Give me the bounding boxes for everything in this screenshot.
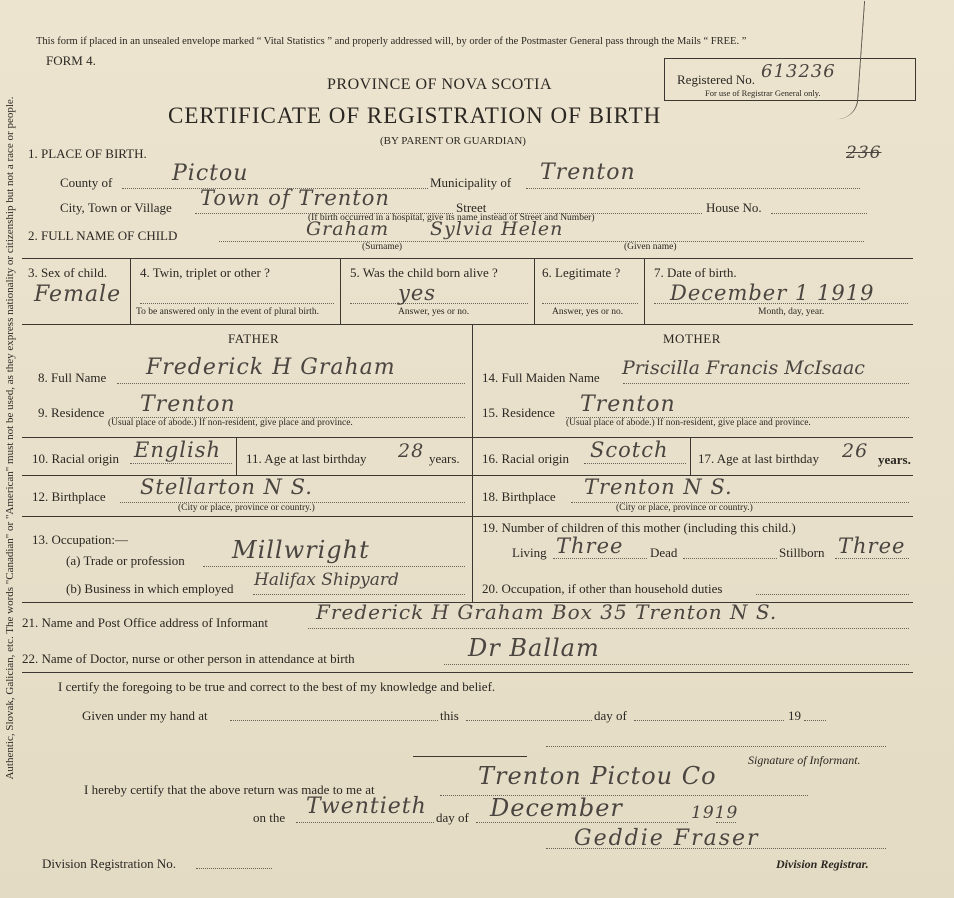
mother-residence-label: 15. Residence [482, 405, 555, 420]
informant-value: Frederick H Graham Box 35 Trenton N S. [316, 600, 778, 624]
mother-name: Priscilla Francis McIsaac [622, 357, 865, 379]
mother-residence: Trenton [580, 392, 676, 417]
stillborn-label: Stillborn [779, 545, 825, 560]
child-surname: Graham [306, 218, 390, 240]
county-label: County of [60, 175, 113, 190]
mother-heading: MOTHER [663, 331, 721, 346]
on-the-label: on the [253, 810, 286, 825]
given-under-label: Given under my hand at [82, 708, 208, 723]
legitimate-note: Answer, yes or no. [552, 307, 624, 317]
father-years: years. [429, 451, 460, 466]
mother-race-label: 16. Racial origin [482, 451, 570, 466]
registrar-statement: I hereby certify that the above return was made to me at [84, 782, 375, 797]
father-age-label: 11. Age at last birthday [246, 451, 367, 466]
living-value: Three [556, 534, 624, 558]
father-birthplace-label: 12. Birthplace [32, 489, 106, 504]
street-label: Street [456, 200, 487, 215]
municipality-label: Municipality of [430, 175, 512, 190]
municipality-value: Trenton [540, 160, 636, 185]
father-birthplace-note: (City or place, province or country.) [178, 503, 315, 513]
day-of-label-2: day of [436, 810, 469, 825]
sex-value: Female [34, 282, 122, 307]
surname-note: (Surname) [362, 242, 403, 252]
born-alive-value: yes [398, 281, 437, 305]
page-subtitle: (BY PARENT OR GUARDIAN) [380, 135, 526, 147]
father-birthplace: Stellarton N S. [140, 475, 313, 499]
doctor-value: Dr Ballam [468, 634, 600, 662]
dob-note: Month, day, year. [758, 307, 825, 317]
day-of-label: day of [594, 708, 627, 723]
registered-label: Registered No. [677, 72, 755, 87]
certify-statement: I certify the foregoing to be true and correct to the best of my knowledge and belief. [58, 679, 496, 694]
father-age: 28 [398, 440, 425, 462]
registrar-note: For use of Registrar General only. [705, 88, 821, 98]
side-margin [0, 0, 20, 898]
dead-label: Dead [650, 545, 678, 560]
mother-birthplace-label: 18. Birthplace [482, 489, 556, 504]
father-residence: Trenton [140, 392, 236, 417]
father-race-label: 10. Racial origin [32, 451, 120, 466]
city-label: City, Town or Village [60, 200, 172, 215]
trade-label: (a) Trade or profession [66, 553, 185, 568]
hospital-note: (If birth occurred in a hospital, give its name instead of Street and Number) [308, 213, 595, 223]
twin-label: 4. Twin, triplet or other ? [140, 265, 270, 280]
place-of-birth-label: 1. PLACE OF BIRTH. [28, 146, 147, 161]
registered-box [664, 58, 916, 101]
division-registrar-label: Division Registrar. [776, 857, 869, 871]
registered-number: 613236 [761, 61, 836, 82]
father-residence-note: (Usual place of abode.) If non-resident, give place and province. [108, 418, 353, 428]
child-given-name: Sylvia Helen [430, 218, 564, 240]
business-label: (b) Business in which employed [66, 581, 234, 596]
given-name-note: (Given name) [624, 242, 677, 252]
father-race: English [134, 438, 222, 462]
twin-note: To be answered only in the event of plural birth. [136, 307, 319, 317]
dob-label: 7. Date of birth. [654, 265, 737, 280]
informant-label: 21. Name and Post Office address of Informant [22, 615, 268, 630]
division-registration-no-label: Division Registration No. [42, 856, 176, 871]
registration-month: December [490, 794, 623, 822]
mother-occupation-label: 20. Occupation, if other than household duties [482, 581, 723, 596]
division-number: 236 [846, 143, 882, 163]
mother-age-label: 17. Age at last birthday [698, 451, 819, 466]
doctor-label: 22. Name of Doctor, nurse or other person in attendance at birth [22, 651, 355, 666]
mother-race: Scotch [590, 438, 669, 462]
mother-residence-note: (Usual place of abode.) If non-resident, give place and province. [566, 418, 811, 428]
registrar-signature: Geddie Fraser [574, 826, 760, 851]
mother-birthplace-note: (City or place, province or country.) [616, 503, 753, 513]
mail-notice: This form if placed in an unsealed envelope marked “ Vital Statistics ” and properly addressed will, by order of the Postmaster General pass through the Mails “ FREE. ” [36, 36, 747, 47]
born-alive-label: 5. Was the child born alive ? [350, 265, 498, 280]
city-value: Town of Trenton [200, 186, 390, 210]
sex-label: 3. Sex of child. [28, 265, 108, 280]
registration-year: 1919 [691, 803, 739, 823]
this-label: this [440, 708, 459, 723]
house-label: House No. [706, 200, 762, 215]
mother-birthplace: Trenton N S. [584, 475, 733, 499]
mother-years: years. [878, 452, 911, 467]
mother-age: 26 [842, 440, 869, 462]
year-prefix: 19 [788, 708, 801, 723]
child-name-label: 2. FULL NAME OF CHILD [28, 228, 178, 243]
mother-name-label: 14. Full Maiden Name [482, 370, 600, 385]
living-label: Living [512, 545, 547, 560]
children-count-label: 19. Number of children of this mother (including this child.) [482, 520, 796, 535]
father-name-label: 8. Full Name [38, 370, 107, 385]
registration-day: Twentieth [306, 794, 427, 819]
province-heading: PROVINCE OF NOVA SCOTIA [327, 76, 553, 93]
registrar-place: Trenton Pictou Co [478, 762, 717, 790]
father-trade: Millwright [232, 536, 370, 564]
father-occupation-label: 13. Occupation:— [32, 532, 129, 547]
legitimate-label: 6. Legitimate ? [542, 265, 621, 280]
informant-signature-label: Signature of Informant. [748, 753, 861, 767]
dob-value: December 1 1919 [670, 281, 875, 305]
pen-stroke [836, 0, 865, 121]
form-number: FORM 4. [46, 53, 96, 68]
born-alive-note: Answer, yes or no. [398, 307, 470, 317]
father-name: Frederick H Graham [146, 355, 396, 380]
father-heading: FATHER [228, 331, 280, 346]
side-note: Authentic, Slovak, Galician, etc. The words "Canadian" or "American" must not be used, as they express nationality or citizenship but not a race or people. [4, 96, 16, 780]
father-business: Halifax Shipyard [254, 570, 399, 590]
page-title: CERTIFICATE OF REGISTRATION OF BIRTH [168, 103, 662, 128]
stillborn-value: Three [838, 534, 906, 558]
father-residence-label: 9. Residence [38, 405, 105, 420]
county-value: Pictou [172, 161, 249, 186]
